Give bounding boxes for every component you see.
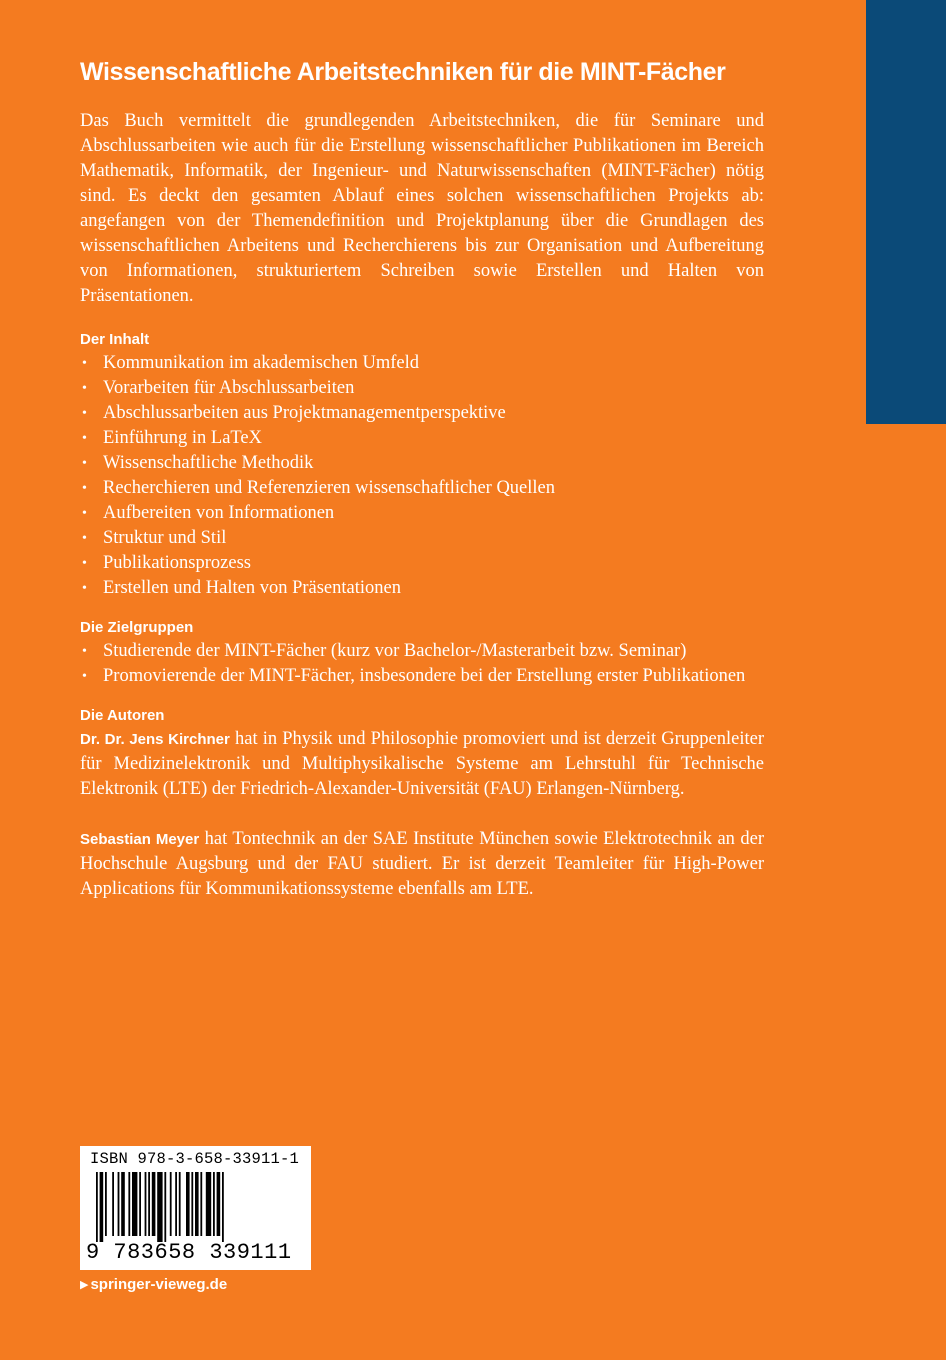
section-heading-autoren: Die Autoren xyxy=(80,707,165,724)
isbn-label: ISBN 978-3-658-33911-1 xyxy=(90,1150,300,1168)
barcode-bar xyxy=(200,1172,202,1236)
list-item-text: Kommunikation im akademischen Umfeld xyxy=(103,353,419,373)
barcode-bar xyxy=(118,1172,120,1236)
barcode-bar xyxy=(195,1172,199,1236)
bullet-icon: • xyxy=(82,456,87,471)
bullet-icon: • xyxy=(82,556,87,571)
back-cover-content xyxy=(80,58,764,902)
inhalt-list xyxy=(80,351,764,601)
list-item xyxy=(80,376,764,401)
list-item xyxy=(80,351,764,376)
list-item-text: Wissenschaftliche Methodik xyxy=(103,453,314,473)
barcode-bar xyxy=(112,1172,114,1236)
list-item xyxy=(80,639,764,664)
list-item-text: Vorarbeiten für Abschlussarbeiten xyxy=(103,378,355,398)
barcode-bar xyxy=(100,1172,104,1242)
list-item xyxy=(80,576,764,601)
section-heading-inhalt: Der Inhalt xyxy=(80,331,150,348)
barcode-bar xyxy=(170,1172,172,1236)
barcode-bar xyxy=(96,1172,98,1242)
author-2-text: hat Tontechnik an der SAE Institute München sowie Elektrotechnik an der Hochschule Augsburg und der FAU studiert. Er ist derzeit Teamleiter für High-Power Applications für Kommunikationssysteme ebenfalls am LTE. xyxy=(80,829,764,899)
cover-accent-bar xyxy=(866,0,946,424)
barcode-bar xyxy=(217,1172,221,1236)
barcode-bar xyxy=(206,1172,211,1236)
bullet-icon: • xyxy=(82,431,87,446)
barcode-bar xyxy=(105,1172,107,1236)
bullet-icon: • xyxy=(82,506,87,521)
author-1-text: hat in Physik und Philosophie promoviert und ist derzeit Gruppenleiter für Medizinelektronik und Multiphysikalische Systeme am Lehrstuhl für Technische Elektronik (LTE) der Friedrich-Alexander-Universität (FAU) Erlangen-Nürnberg. xyxy=(80,729,764,799)
barcode-bar xyxy=(128,1172,130,1236)
bullet-icon: • xyxy=(82,644,87,659)
list-item xyxy=(80,551,764,576)
book-title: Wissenschaftliche Arbeitstechniken für die MINT-Fächer xyxy=(80,58,726,86)
author-1-name: Dr. Dr. Jens Kirchner xyxy=(80,731,230,748)
list-item-text: Einführung in LaTeX xyxy=(103,428,262,448)
barcode-bar xyxy=(179,1172,181,1236)
zielgruppen-list xyxy=(80,639,764,689)
bullet-icon: • xyxy=(82,669,87,684)
list-item-text: Publikationsprozess xyxy=(103,553,251,573)
list-item-text: Recherchieren und Referenzieren wissenschaftlicher Quellen xyxy=(103,478,556,498)
barcode-bar xyxy=(222,1172,224,1242)
list-item xyxy=(80,451,764,476)
list-item xyxy=(80,526,764,551)
author-2-bio xyxy=(80,827,764,902)
barcode-bar xyxy=(145,1172,147,1236)
bullet-icon: • xyxy=(82,481,87,496)
barcode-bar xyxy=(132,1172,137,1236)
list-item xyxy=(80,426,764,451)
bullet-icon: • xyxy=(82,531,87,546)
section-heading-zielgruppen: Die Zielgruppen xyxy=(80,619,194,636)
barcode-bar xyxy=(186,1172,190,1236)
barcode-bar xyxy=(164,1172,166,1242)
barcode-bar xyxy=(152,1172,156,1236)
list-item xyxy=(80,501,764,526)
author-1-bio xyxy=(80,727,764,802)
publisher-link[interactable] xyxy=(80,1276,227,1293)
barcode-bars xyxy=(96,1172,296,1242)
list-item xyxy=(80,476,764,501)
list-item-text: Promovierende der MINT-Fächer, insbesondere bei der Erstellung erster Publikationen xyxy=(103,666,746,686)
arrow-right-icon: ▶ xyxy=(80,1279,89,1291)
barcode-bar xyxy=(213,1172,215,1236)
barcode-bar xyxy=(139,1172,141,1236)
list-item xyxy=(80,664,764,689)
publisher-url: springer-vieweg.de xyxy=(90,1276,228,1293)
intro-paragraph: Das Buch vermittelt die grundlegenden Arbeitstechniken, die für Seminare und Abschlussarbeiten wie auch für die Erstellung wissenschaftlicher Publikationen im Bereich Mathematik, Informatik, der Ingenieur- und Naturwissenschaften (MINT-Fächer) nötig sind. Es deckt den gesamten Ablauf eines solchen wissenschaftlichen Projekts ab: angefangen von der Themendefinition und Projektplanung über die Grundlagen des wissenschaftlichen Arbeitens und Recherchierens bis zur Organisation und Aufbereitung von Informationen, strukturiertem Schreiben sowie Erstellen und Halten von Präsentationen. xyxy=(80,111,764,306)
barcode-bar xyxy=(191,1172,193,1236)
bullet-icon: • xyxy=(82,356,87,371)
bullet-icon: • xyxy=(82,381,87,396)
author-2-name: Sebastian Meyer xyxy=(80,831,200,848)
list-item-text: Abschlussarbeiten aus Projektmanagementperspektive xyxy=(103,403,506,423)
barcode-bar xyxy=(121,1172,125,1236)
bullet-icon: • xyxy=(82,581,87,596)
list-item-text: Aufbereiten von Informationen xyxy=(103,503,335,523)
barcode-bar xyxy=(157,1172,162,1242)
list-item xyxy=(80,401,764,426)
bullet-icon: • xyxy=(82,406,87,421)
list-item-text: Erstellen und Halten von Präsentationen xyxy=(103,578,401,598)
isbn-barcode xyxy=(80,1146,311,1270)
barcode-bar xyxy=(175,1172,177,1236)
list-item-text: Studierende der MINT-Fächer (kurz vor Bachelor-/Masterarbeit bzw. Seminar) xyxy=(103,641,687,661)
barcode-digits: 9 783658 339111 xyxy=(86,1240,292,1265)
barcode-bar xyxy=(148,1172,150,1236)
list-item-text: Struktur und Stil xyxy=(103,528,227,548)
